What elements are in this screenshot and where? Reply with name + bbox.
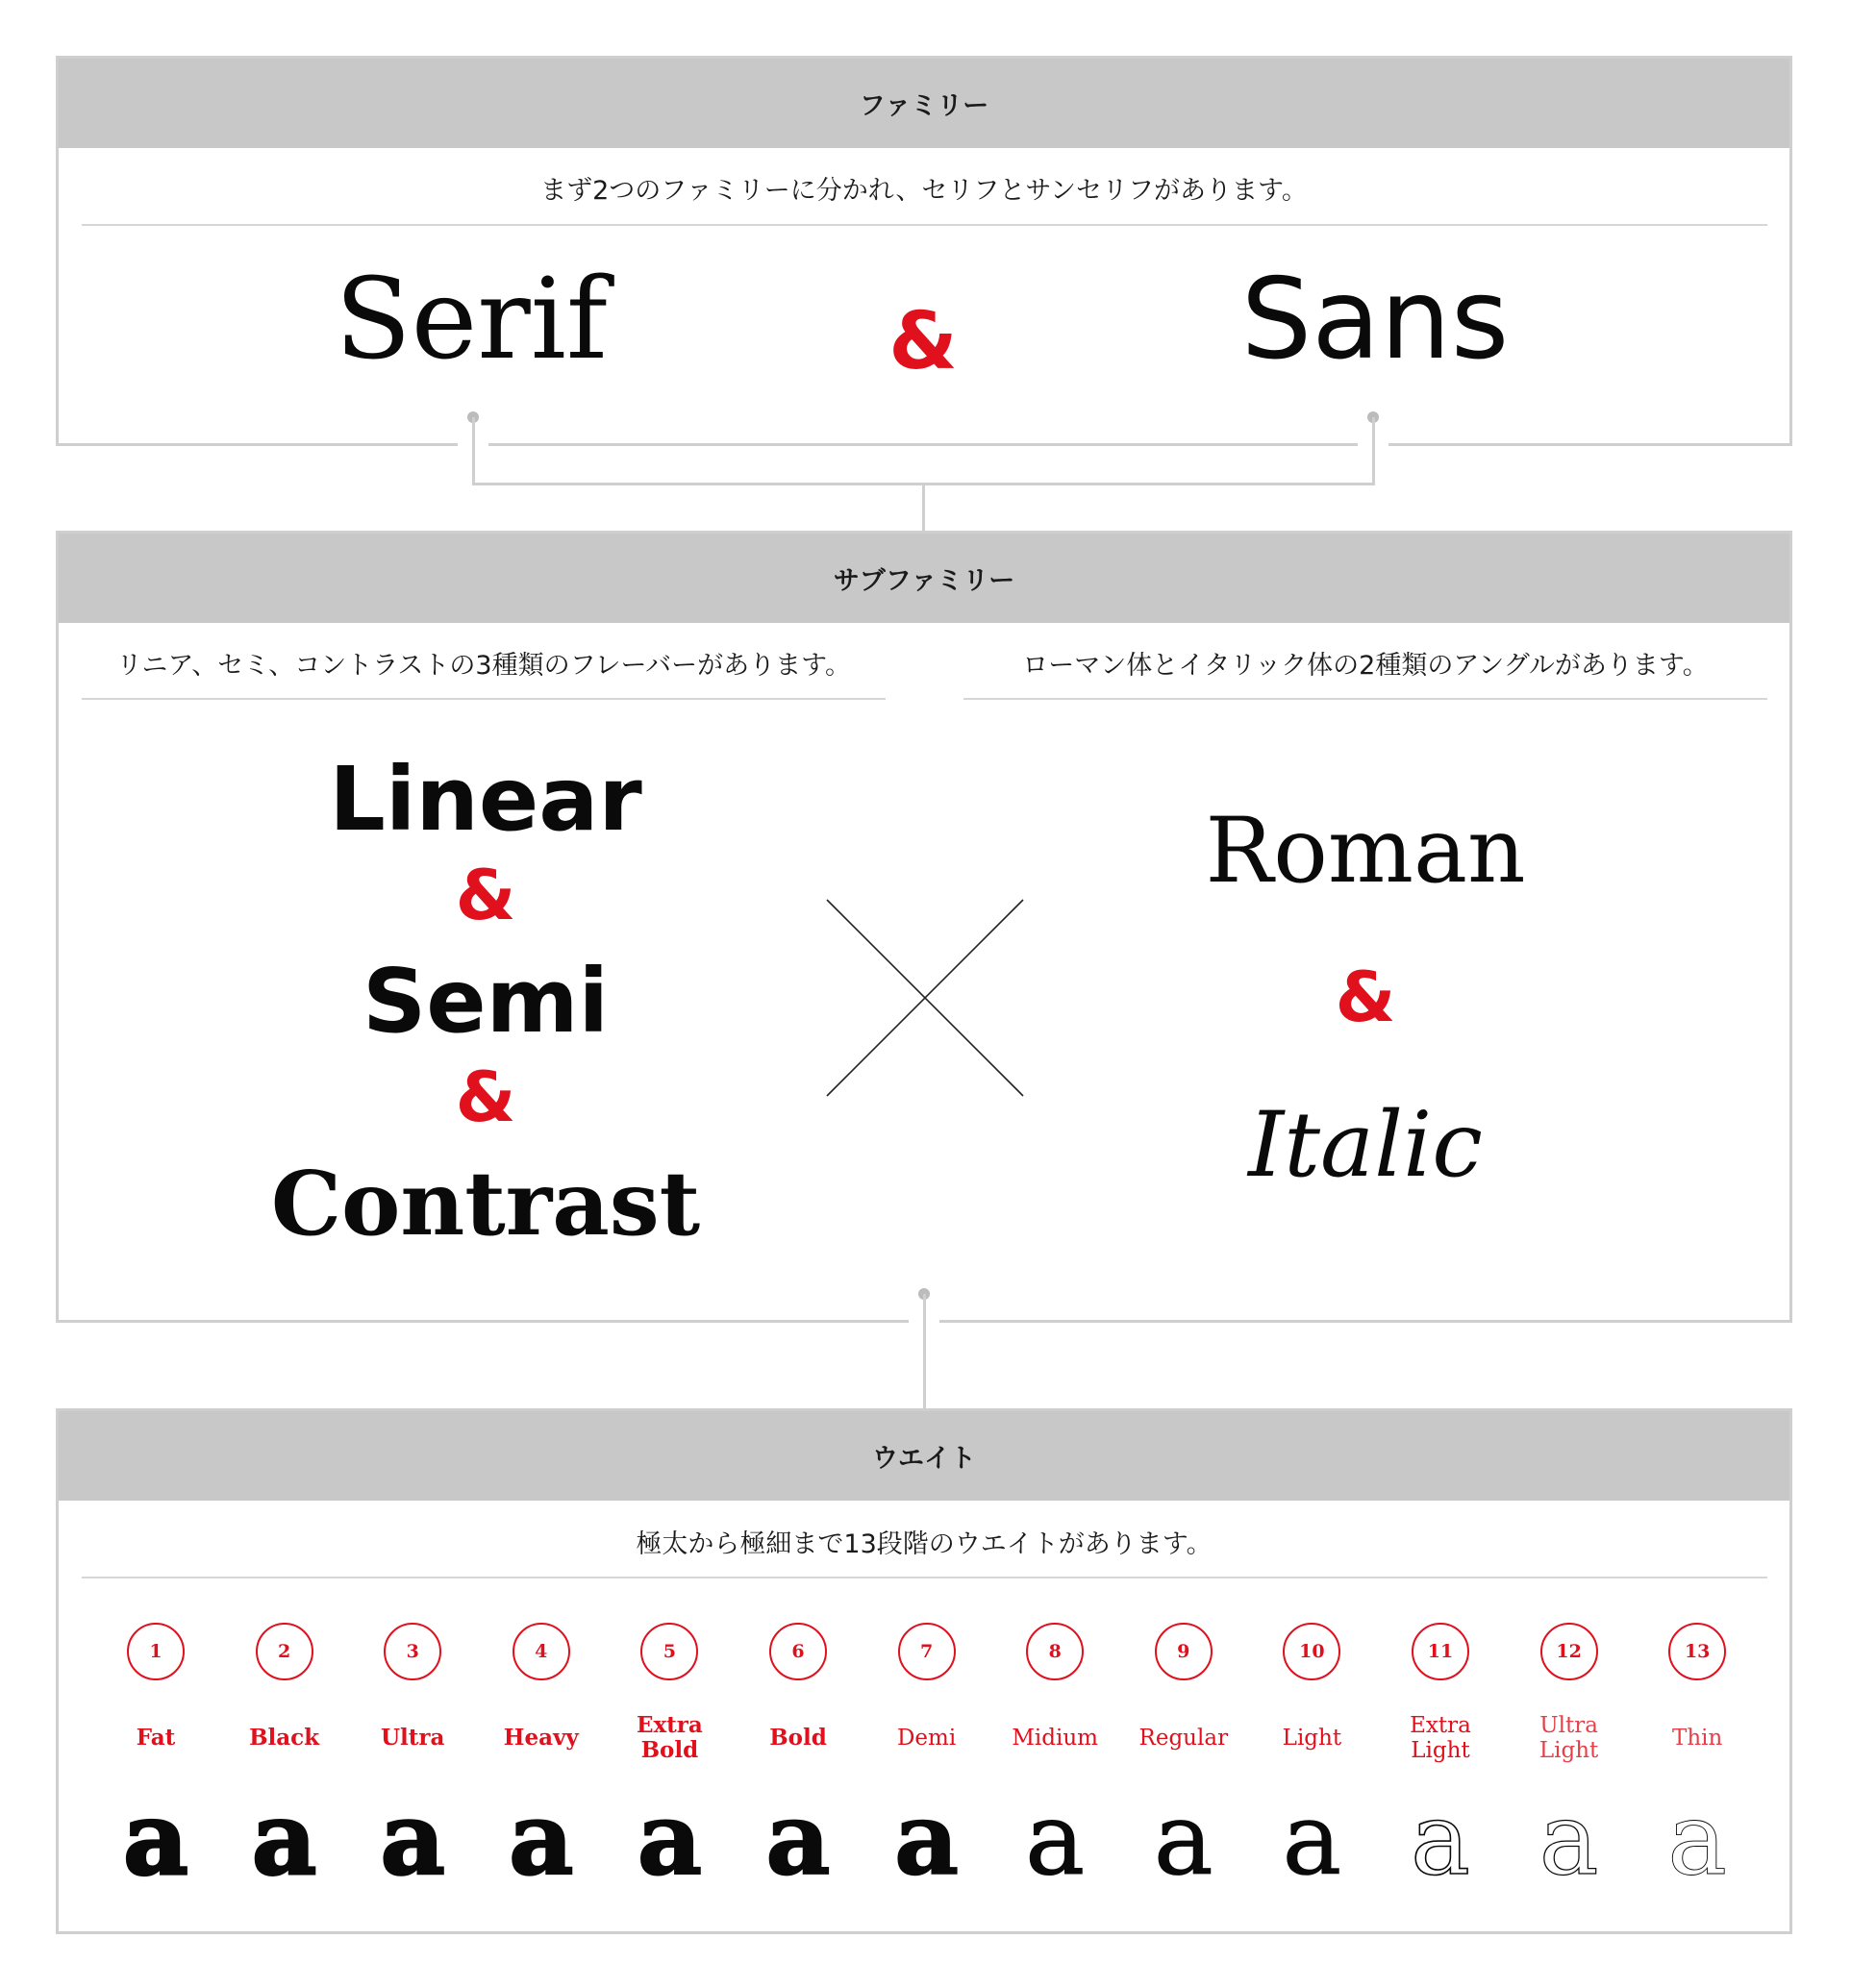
weight-name-8: Midium — [1012, 1726, 1098, 1751]
weight-number-12: 12 — [1540, 1623, 1598, 1680]
weight-number-13: 13 — [1668, 1623, 1726, 1680]
weight-number-6: 6 — [769, 1623, 827, 1680]
cross-icon — [825, 898, 1025, 1098]
connector-serif-vertical — [472, 417, 475, 485]
family-divider — [82, 224, 1767, 226]
connector-sans-vertical — [1372, 417, 1375, 485]
weight-glyph-3: a — [380, 1779, 445, 1898]
weight-glyph-8: a — [1025, 1780, 1086, 1898]
weight-number-4: 4 — [513, 1623, 570, 1680]
flavor-description: リニア、セミ、コントラストの3種類のフレーバーがあります。 — [116, 651, 851, 681]
family-ampersand: & — [888, 296, 958, 387]
weight-name-13: Thin — [1672, 1726, 1723, 1751]
weight-number-5: 5 — [640, 1623, 698, 1680]
weight-name-2: Black — [249, 1725, 320, 1751]
serif-label: Serif — [335, 255, 608, 385]
subfamily-header: サブファミリー — [59, 534, 1789, 623]
angle-roman: Roman — [1205, 799, 1526, 904]
weight-glyph-2: a — [251, 1779, 317, 1898]
flavor-contrast: Contrast — [270, 1152, 701, 1255]
weight-name-5: Extra Bold — [636, 1712, 703, 1763]
weight-number-11: 11 — [1412, 1623, 1469, 1680]
weight-number-3: 3 — [384, 1623, 441, 1680]
weight-name-6: Bold — [769, 1725, 827, 1751]
flavor-ampersand-2: & — [455, 1056, 516, 1137]
angle-description: ローマン体とイタリック体の2種類のアングルがあります。 — [1022, 651, 1709, 681]
flavor-semi: Semi — [362, 950, 610, 1053]
weight-glyph-13: a — [1667, 1780, 1728, 1898]
flavor-ampersand-1: & — [455, 855, 516, 935]
weight-divider — [82, 1577, 1767, 1578]
weight-description: 極太から極細まで13段階のウエイトがあります。 — [636, 1529, 1213, 1559]
weight-number-8: 8 — [1026, 1623, 1084, 1680]
family-description: まず2つのファミリーに分かれ、セリフとサンセリフがあります。 — [540, 176, 1308, 206]
weight-glyph-1: a — [123, 1779, 188, 1898]
weight-glyph-11: a — [1410, 1780, 1470, 1898]
weight-number-1: 1 — [127, 1623, 185, 1680]
weight-glyph-5: a — [637, 1779, 703, 1898]
angle-ampersand: & — [1335, 957, 1396, 1037]
weight-name-11: Extra Light — [1410, 1713, 1471, 1763]
weight-name-7: Demi — [896, 1726, 957, 1751]
family-header: ファミリー — [59, 59, 1789, 148]
weight-glyph-9: a — [1153, 1780, 1213, 1898]
weight-name-1: Fat — [136, 1725, 176, 1751]
weight-glyph-4: a — [509, 1779, 574, 1898]
weight-glyph-6: a — [765, 1779, 831, 1898]
weight-name-12: Ultra Light — [1538, 1713, 1599, 1763]
weight-number-2: 2 — [256, 1623, 313, 1680]
weight-number-7: 7 — [898, 1623, 956, 1680]
angle-divider — [963, 698, 1767, 700]
flavor-linear: Linear — [329, 748, 642, 851]
connector2-vertical — [923, 1294, 926, 1409]
connector-center-vertical — [922, 483, 925, 532]
weight-name-10: Light — [1282, 1726, 1342, 1751]
weight-glyph-7: a — [893, 1779, 960, 1898]
weight-name-9: Regular — [1138, 1726, 1229, 1751]
weight-name-3: Ultra — [380, 1725, 445, 1751]
weight-header: ウエイト — [59, 1411, 1789, 1501]
weight-number-9: 9 — [1155, 1623, 1213, 1680]
sans-label: Sans — [1240, 255, 1510, 385]
angle-italic: Italic — [1248, 1093, 1483, 1198]
weight-glyph-10: a — [1282, 1780, 1342, 1898]
weight-name-4: Heavy — [503, 1725, 579, 1751]
weight-glyph-12: a — [1538, 1780, 1599, 1898]
weight-number-10: 10 — [1283, 1623, 1340, 1680]
flavor-divider — [82, 698, 886, 700]
